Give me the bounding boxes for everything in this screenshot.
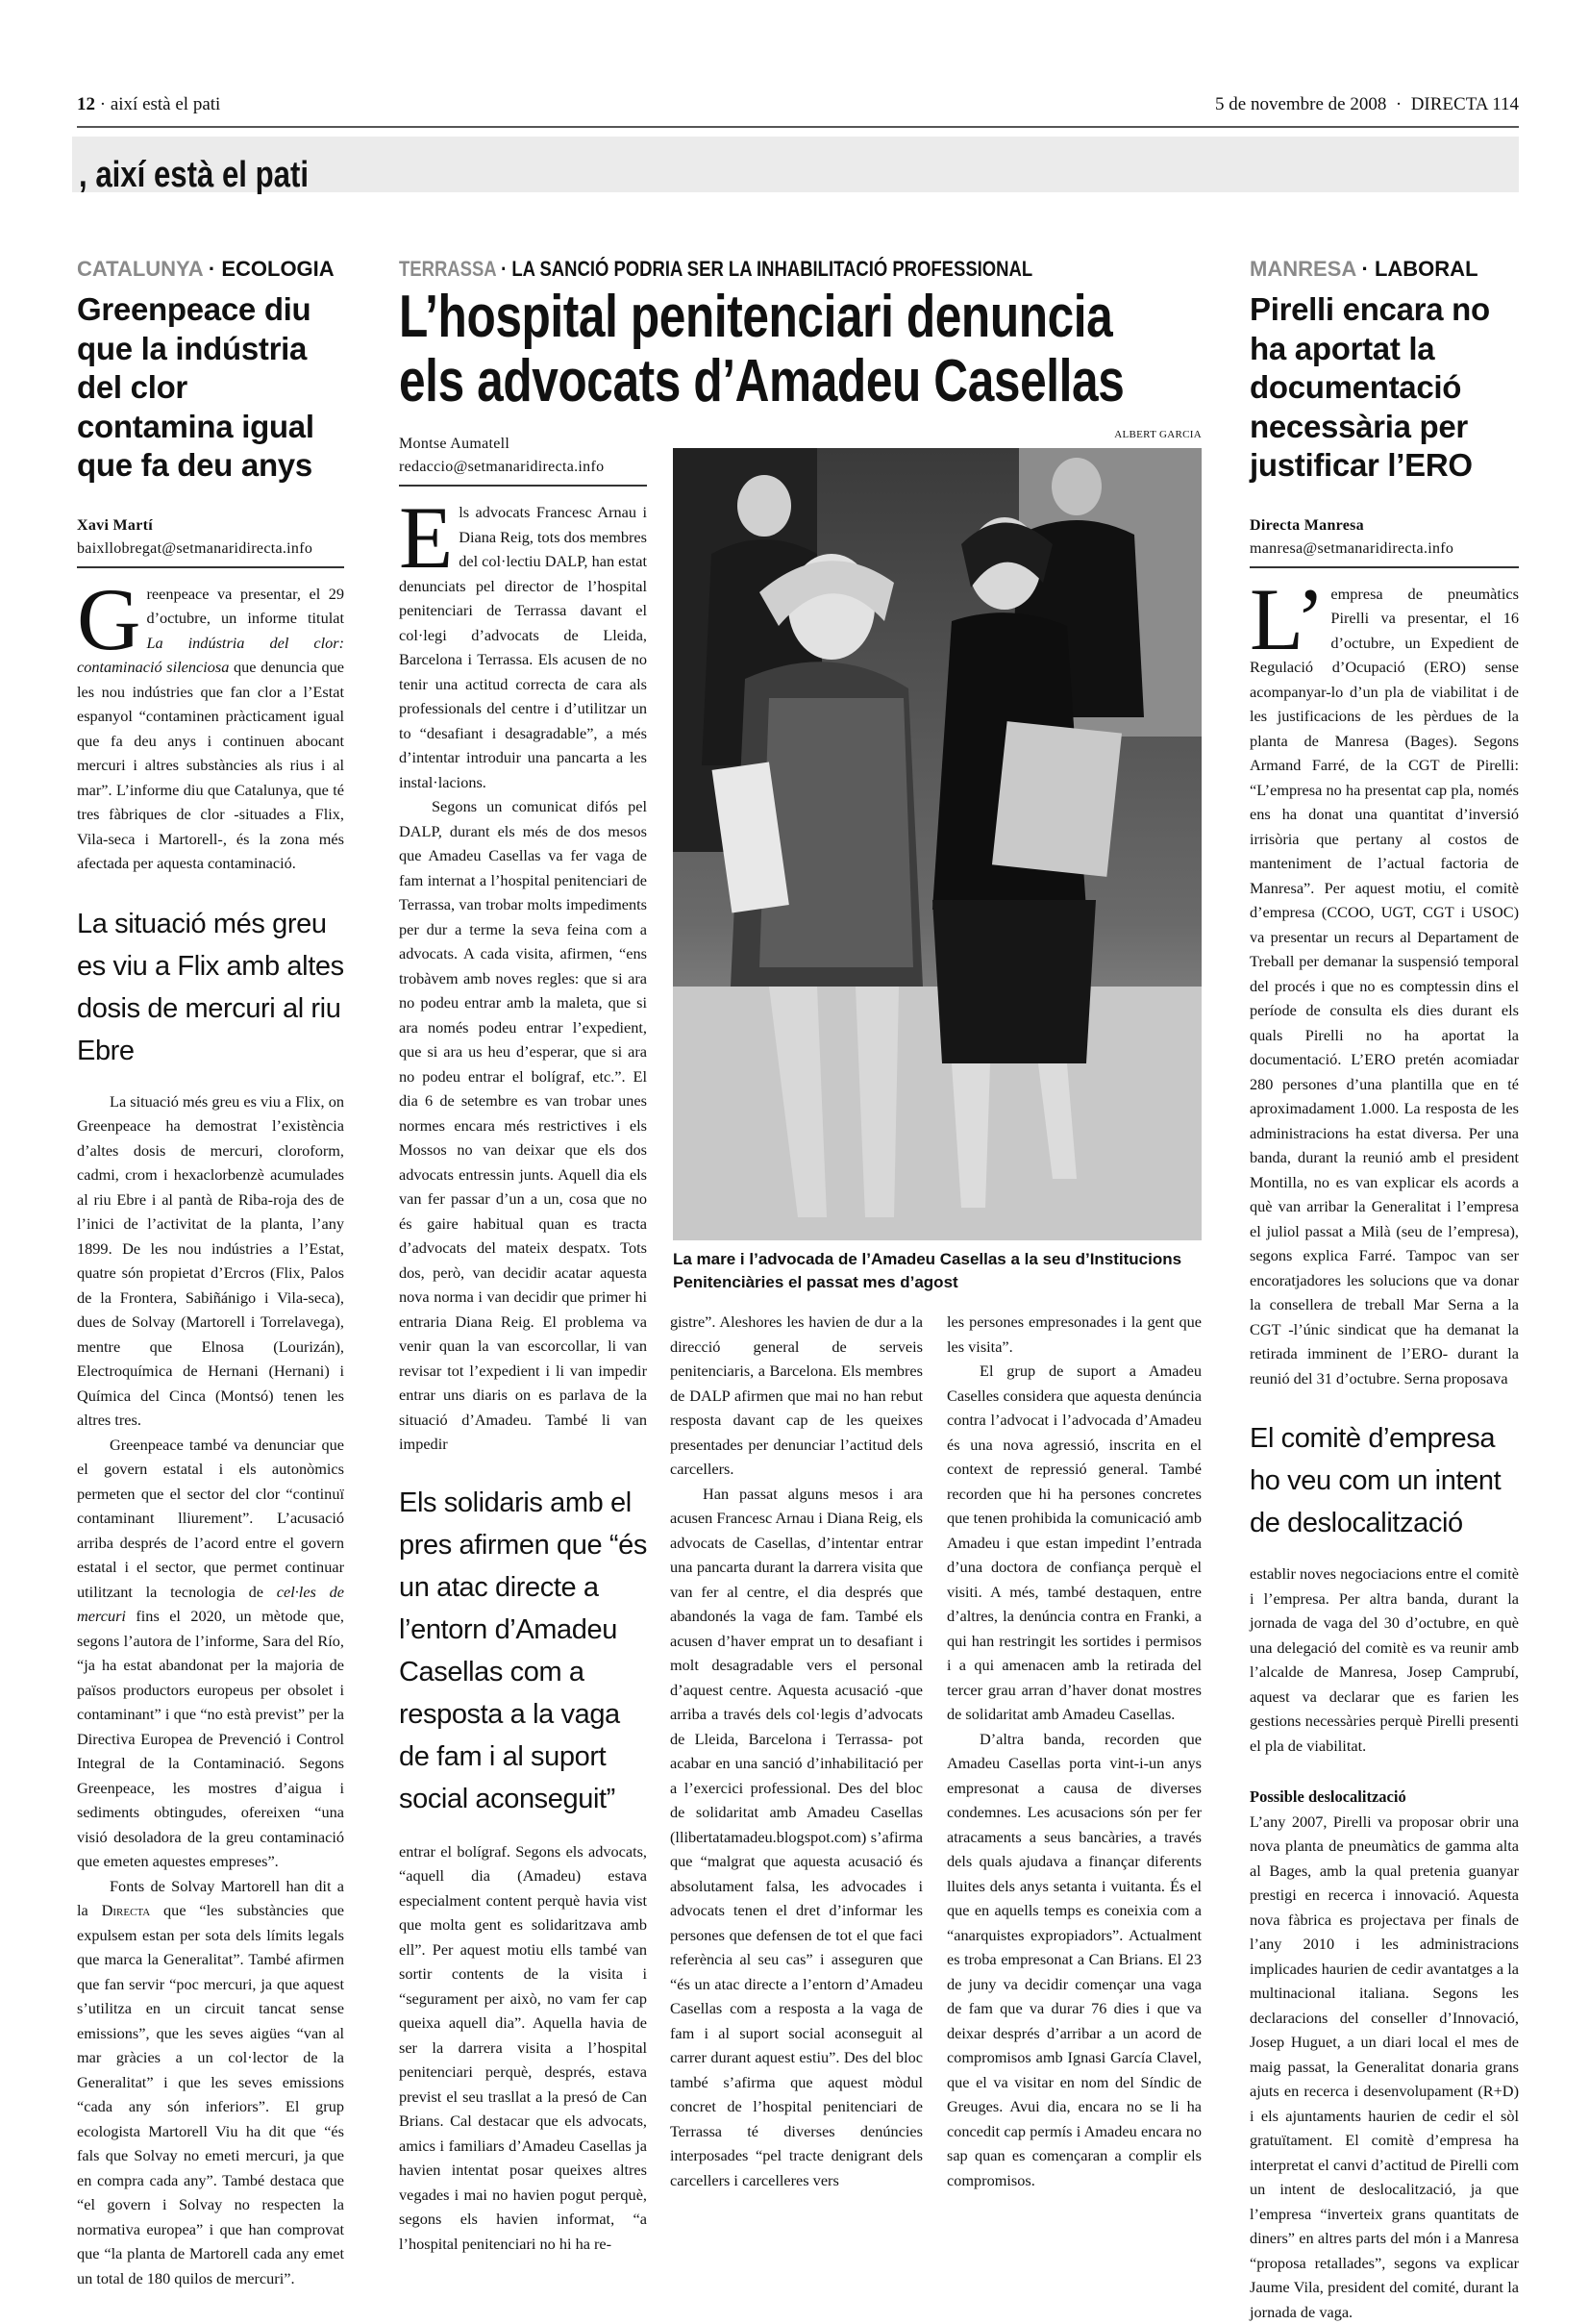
- text: fins el 2020, un mètode que, segons l’autora de l’informe, Sara del Río, “ja ha estat abandonat per la majoria de països productors europeus per obsolet i contaminant” i que “no està previst” per la Directiva Europea de Prevenció i Control Integral de la Contaminació. Segons Greenpeace, les mostres d’aigua i sediments obtingudes, ofereixen “una visió desoladora de la greu contaminació que emeten aquestes empreses”.: [77, 1607, 344, 1870]
- text: empresa de pneumàtics Pirelli va presentar, el 16 d’octubre, un Expedient de Regulació d’Ocupació (ERO) sense acompanyar-lo d’un pla de viabilitat i de les justificacions de les pèrdues de la planta de Manresa (Bages). Segons Armand Farré, de la CGT de Pirelli: “L’empresa no ha presentat cap pla, només ens ha donat una quantitat d’inversió irrisòria que pertany al costos de manteniment de l’actual factoria de Manresa”. Per aquest motiu, el comitè d’empresa (CCOO, UGT, CGT i USOC) va presentar un recurs al Departament de Treball per demanar la suspensió temporal del procés i que no es comptessin dins el període de consulta els dies durant els quals Pirelli no ha aportat la documentació. L’ERO pretén acomiadar 280 persones d’una plantilla que en té aproximadament 1.000. La resposta de les administracions ha estat diversa. Per una banda, durant la reunió amb el president Montilla, no es van explicar els acords a què van arribar la Generalitat i l’empresa el juliol passat a Milà (seu de l’empresa), segons explica Farré. Tampoc van ser encoratjadores les solucions que va donar la consellera de treball Mar Serna a la CGT -l’únic sindicat que ha demanat la retirada imminent de l’ERO- durant la reunió del 31 d’octubre. Serna proposava: [1250, 585, 1519, 1387]
- main-kicker: [399, 256, 1032, 283]
- kicker-topic: · ECOLOGIA: [203, 257, 335, 281]
- article-body: [77, 582, 344, 2291]
- paragraph: [1250, 582, 1519, 1391]
- main-headline: [399, 285, 1124, 413]
- kicker: [77, 256, 344, 283]
- section-title: , així està el pati: [79, 154, 309, 196]
- minor-heading: Possible deslocalització: [1250, 1785, 1519, 1810]
- issue-info: [1215, 94, 1519, 115]
- drop-cap: L’: [1250, 586, 1325, 653]
- drop-cap: G: [77, 586, 140, 653]
- kicker-topic: · LA SANCIÓ PODRIA SER LA INHABILITACIÓ PROFESSIONAL: [496, 257, 1032, 281]
- paragraph: L’any 2007, Pirelli va proposar obrir una nova planta de pneumàtics de gamma alta al Bages, amb la qual pretenia guanyar prestigi en recerca i innovació. Aquesta nova fàbrica es projectava per finals de l’any 2010 i les administracions implicades haurien de cedir avantatges a la multinacional italiana. Segons les declaracions del conseller d’Innovació, Josep Huguet, a un diari local el mes de maig passat, la Generalitat donaria grans ajuts en recerca i desenvolupament (R+D) i els ajuntaments haurien de cedir el sòl gratuïtament. El comitè d’empresa ha interpretat el canvi d’actitud de Pirelli com un intent de deslocalització, ja que l’empresa “inverteix grans quantitats de diners” en altres parts del món i a Manresa “proposa retallades”, segons va explicar Jaume Vila, president del comité, durant la jornada de vaga.: [1250, 1810, 1519, 2324]
- report-title: La indústria del clor: contaminació silenciosa: [77, 634, 344, 677]
- paragraph: establir noves negociacions entre el comitè i l’empresa. Per altra banda, durant la jornada de vaga del 30 d’octubre, en què una delegació del comitè es va reunir amb l’alcalde de Manresa, Josep Camprubí, aquest va declarar que es farien les gestions necessàries perquè Pirelli presenti el pla de viabilitat.: [1250, 1562, 1519, 1758]
- paragraph: [77, 582, 344, 876]
- paragraph: [77, 1433, 344, 1874]
- issue-number: DIRECTA 114: [1411, 94, 1519, 114]
- headline-line: els advocats d’Amadeu Casellas: [399, 348, 1124, 414]
- text: Fonts de Solvay Martorell han dit a la: [77, 1877, 344, 1920]
- drop-cap: E: [399, 504, 453, 571]
- photo-credit: ALBERT GARCIA: [961, 429, 1202, 440]
- section-name: · així està el pati: [100, 94, 221, 114]
- headline-line: L’hospital penitenciari denuncia: [399, 284, 1112, 350]
- text: Greenpeace també va denunciar que el govern estatal i els autonòmics permeten que el sector del clor “continuï contaminant lliurement”. L’acusació arriba després de l’acord entre el govern estatal i el sector, que permet continuar utilitzant la tecnologia de: [77, 1436, 344, 1601]
- right-article: [1250, 256, 1519, 2324]
- publication-name: Directa: [102, 1901, 151, 1919]
- text: que “les substàncies que expulsem estan per sota dels límits legals que marca la Generalitat”. També afirmen que fan servir “poc mercuri, ja que aquest s’utilitza en un circuit tancat sense emissions”, que les seves aigües “van al mar gràcies a un col·lector de la Generalitat” i que les seves emissions “cada any són inferiors”. El grup ecologista Martorell Viu ha dit que “és fals que Solvay no emeti mercuri, ja que en compra cada any”. També destaca que “el govern i Solvay no respecten la normativa europea” i que han comprovat que “la planta de Martorell cada any emet un total de 180 quilos de mercuri”.: [77, 1901, 344, 2287]
- text: ls advocats Francesc Arnau i Diana Reig, tots dos membres del col·lectiu DALP, han estat denunciats pel director de l’hospital penitenciari de Terrassa davant el col·legi d’advocats de Lleida, Barcelona i Terrassa. Els acusen de no tenir una actitud correcta de cara als professionals del centre i d’utilitzar un to “desafiant i desagradable”, a més d’intentar introduir una pancarta a les instal·lacions.: [399, 503, 647, 791]
- main-column-1-cont: [399, 1839, 647, 2257]
- text: reenpeace va presentar, el 29 d’octubre, un informe titulat: [146, 585, 344, 628]
- byline: [399, 433, 647, 487]
- byline: [77, 514, 344, 568]
- paragraph: entrar el bolígraf. Segons els advocats, “aquell dia (Amadeu) estava especialment content perquè havia vist que molta gent es solidaritzava amb ell”. Per aquest motiu ells també van sortir contents de la visita i “segurament per això, no vam fer cap queixa aquell dia”. Aquella havia de ser la darrera visita a l’hospital penitenciari perquè, després, estava previst el seu trasllat a la presó de Can Brians. Cal destacar que els advocats, amics i familiars d’Amadeu Casellas ja havien intentat posar queixes altres vegades i mai no havien pogut perquè, segons els havien informat, “a l’hospital penitenciari no hi ha re-: [399, 1839, 647, 2257]
- paragraph: les persones empresonades i la gent que les visita”.: [947, 1310, 1202, 1359]
- page-number: 12: [77, 94, 95, 114]
- pull-quote: Els solidaris amb el pres afirmen que “és un atac directe a l’entorn d’Amadeu Casellas com a resposta a la vaga de fam i al suport social aconseguit”: [399, 1482, 647, 1820]
- paragraph: [399, 500, 647, 794]
- article-body: [1250, 582, 1519, 2324]
- byline: [1250, 514, 1519, 568]
- author-email[interactable]: redaccio@setmanaridirecta.info: [399, 456, 647, 479]
- kicker-topic: · LABORAL: [1355, 257, 1477, 281]
- page-folio: [77, 94, 220, 115]
- photo-caption: La mare i l’advocada de l’Amadeu Casellas a la seu d’Institucions Penitenciàries el passat mes d’agost: [673, 1248, 1211, 1294]
- issue-date: 5 de novembre de 2008: [1215, 94, 1386, 114]
- author-email[interactable]: manresa@setmanaridirecta.info: [1250, 537, 1519, 561]
- paragraph: Segons un comunicat difós pel DALP, durant els més de dos mesos que Amadeu Casellas va fer vaga de fam internat a l’hospital penitenciari de Terrassa, van trobar molts impediments per dur a terme la seva feina com a advocats. A cada visita, afirmen, “ens trobàvem amb noves regles: que si ara no podeu entrar amb la maleta, que si ara només podeu entrar l’expedient, que si ara us heu d’esperar, que si ara no podeu entrar el bolígraf, etc.”. El dia 6 de setembre es van trobar unes normes encara més restrictives i els Mossos no van deixar que els dos advocats entressin junts. Aquell dia els van fer passar d’un a un, cosa que no és gaire habitual quan es tracta d’advocats del mateix despatx. Tots dos, però, van decidir acatar aquesta nova norma i van decidir que primer hi entraria Diana Reig. El problema va venir quan la van escorcollar, li van revisar tot l’expedient i li van impedir entrar uns diaris on es parlava de la situació d’Amadeu. També li van impedir: [399, 794, 647, 1457]
- kicker: [1250, 256, 1519, 283]
- header-rule: [77, 126, 1519, 128]
- kicker-place: MANRESA: [1250, 257, 1355, 281]
- author: Directa Manresa: [1250, 514, 1519, 537]
- author: Xavi Martí: [77, 514, 344, 537]
- article-body: [399, 500, 647, 1457]
- subhead: El comitè d’empresa ho veu com un intent de deslocalització: [1250, 1417, 1519, 1544]
- headline: Greenpeace diu que la indústria del clor contamina igual que fa deu anys: [77, 290, 344, 486]
- photo-image: [673, 448, 1202, 1240]
- author: Montse Aumatell: [399, 433, 647, 456]
- kicker-place: TERRASSA: [399, 257, 496, 281]
- headline: Pirelli encara no ha aportat la documentació necessària per justificar l’ERO: [1250, 290, 1519, 486]
- paragraph: Han passat alguns mesos i ara acusen Francesc Arnau i Diana Reig, els advocats de Casellas, d’intentar entrar una pancarta durant la darrera visita que van fer al centre, el dia després que abandonés la vaga de fam. També els acusen d’haver emprat un to desafiant i molt desagradable vers el personal d’aquest centre. Aquesta acusació -que arriba a través dels col·legis d’advocats de Lleida, Barcelona i Terrassa- pot acabar en una sanció d’inhabilitació per a l’exercici professional. Des del bloc de solidaritat amb Amadeu Casellas (llibertatamadeu.blogspot.com) s’afirma que “malgrat que aquesta acusació és absolutament falsa, les advocades i advocats tenen el dret d’informar les persones que defensen de tot el que faci referència al seu cas” i asseguren que “és un atac directe a l’entorn d’Amadeu Casellas com a resposta a la vaga de fam i al suport social aconseguit al carrer durant aquest estiu”. Des del bloc també s’afirma que aquest mòdul concret de l’hospital penitenciari de Terrassa té diverses denúncies interposades “pel tracte denigrant dels carcellers i carcelleres vers: [670, 1482, 923, 2193]
- main-column-3: [947, 1310, 1202, 2192]
- left-article: [77, 256, 344, 2290]
- italic-term: cel·les de mercuri: [77, 1583, 344, 1626]
- paragraph: El grup de suport a Amadeu Caselles considera que aquesta denúncia contra l’advocat i l’advocada d’Amadeu és una nova agressió, inscrita en el context de repressió general. També recorden que hi ha persones concretes que tenen prohibida la comunicació amb Amadeu i que estan impedint l’entrada d’una doctora de confiança perquè el visiti. A més, també destaquen, entre d’altres, la denúncia contra en Franki, a qui han restringit les sortides i permisos i a qui amenacen amb la retirada del tercer grau arran d’haver donat mostres de solidaritat amb Amadeu Casellas.: [947, 1359, 1202, 1727]
- main-column-2: [670, 1310, 923, 2192]
- text: que denuncia que les nou indústries que fan clor a l’Estat espanyol “contaminen pràcticament igual que fa deu anys i continuen abocant mercuri i altres substàncies als rius i al mar”. L’informe diu que Catalunya, que té tres fàbriques de clor -situades a Flix, Vila-seca i Martorell-, és la zona més afectada per aquesta contaminació.: [77, 658, 344, 872]
- author-email[interactable]: baixllobregat@setmanaridirecta.info: [77, 537, 344, 561]
- kicker-place: CATALUNYA: [77, 257, 203, 281]
- paragraph: gistre”. Aleshores les havien de dur a la direcció general de serveis penitenciaris, a Barcelona. Els membres de DALP afirmen que mai no han rebut resposta davant cap de les queixes presentades per denunciar l’actitud dels carcellers.: [670, 1310, 923, 1482]
- paragraph: D’altra banda, recorden que Amadeu Casellas porta vint-i-un anys empresonat a causa de diverses condemnes. Les acusacions són per fer atracaments a seus bancàries, a través dels quals ajudava a finançar diferents lluites dels anys setanta i vuitanta. És el que en aquells temps es coneixia com a “anarquistes expropiadors”. Actualment es troba empresonat a Can Brians. El 23 de juny va decidir començar una vaga de fam que va durar 76 dies i que va deixar després d’arribar a un acord de compromisos amb Ignasi García Clavel, que el va visitar en nom del Síndic de Greuges. Avui dia, encara no se li ha concedit cap permís i Amadeu encara no sap quan es començaran a complir els compromisos.: [947, 1727, 1202, 2193]
- article-photo: [673, 448, 1202, 1240]
- paragraph: La situació més greu es viu a Flix, on Greenpeace ha demostrat l’existència d’altes dosis de mercuri, cloroform, cadmi, crom i hexaclorbenzè acumulades al riu Ebre i al pantà de Riba-roja des de l’inici de l’activitat de la planta, l’any 1899. De les nou indústries a l’Estat, quatre són propietat d’Ercros (Flix, Palos de la Frontera, Sabiñánigo i Vila-seca), dues de Solvay (Martorell i Torrelavega), mentre que Elnosa (Lourizán), Electroquímica de Hernani (Hernani) i Química del Cinca (Montsó) tenen les altres tres.: [77, 1089, 344, 1433]
- separator: ·: [1396, 94, 1402, 114]
- paragraph: [77, 1874, 344, 2291]
- main-column-1: [399, 433, 647, 2256]
- subhead: La situació més greu es viu a Flix amb altes dosis de mercuri al riu Ebre: [77, 903, 344, 1072]
